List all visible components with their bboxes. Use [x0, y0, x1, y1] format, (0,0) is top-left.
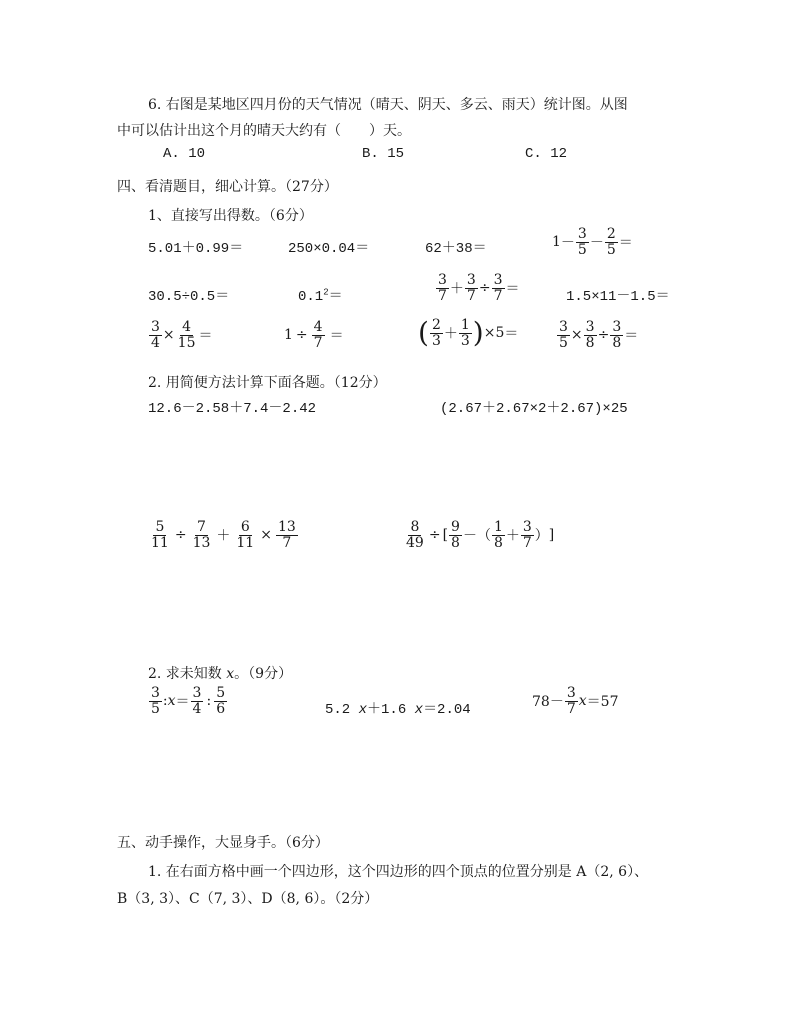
calc-12-eq: ＝: [624, 328, 639, 345]
frac-3-7: [436, 273, 449, 303]
simplify-4-plus: ＋: [505, 528, 520, 545]
num: 1: [460, 317, 470, 333]
frac-1-8: [492, 520, 505, 550]
solve-1-colon: :: [162, 693, 168, 710]
num: 3: [192, 685, 202, 701]
num: 3: [566, 685, 576, 701]
den: 4: [192, 700, 202, 717]
calc-11-times5: ×5: [483, 325, 505, 342]
num: 2: [606, 226, 616, 242]
num: 7: [197, 519, 206, 535]
den: 7: [522, 534, 532, 551]
den: 7: [313, 334, 323, 351]
sub3-tail: 。（9分）: [234, 666, 293, 682]
calc-1: 5.01＋0.99＝: [148, 241, 244, 257]
frac-3-4: [149, 320, 162, 350]
den: 11: [236, 534, 255, 551]
den: 6: [216, 700, 226, 717]
den: 8: [451, 534, 460, 551]
calc-12-div: ÷: [597, 327, 610, 344]
num: 5: [216, 685, 226, 701]
sub3-head: 2. 求未知数: [148, 666, 222, 682]
calc-5: 30.5÷0.5＝: [148, 289, 230, 305]
solve-2-b: ＋1.6: [367, 702, 407, 718]
num: 13: [277, 519, 296, 535]
num: 3: [151, 319, 160, 335]
simplify-4-paren-open: （: [476, 528, 491, 545]
solve-2-x1: x: [358, 702, 368, 718]
calc-6: [298, 285, 343, 305]
den: 5: [577, 241, 587, 258]
frac-4-7: [312, 320, 325, 350]
calc-2: 250×0.04＝: [288, 241, 370, 257]
num: 9: [451, 519, 460, 535]
den: 3: [431, 332, 441, 349]
num: 4: [313, 319, 323, 335]
frac-3-7: [465, 273, 478, 303]
solve-2-a: 5.2: [325, 702, 351, 718]
num: 3: [438, 272, 447, 288]
calc-11-plus: ＋: [443, 326, 458, 343]
simplify-4-bracket-close: ]: [548, 527, 555, 544]
calc-10-eq: ＝: [329, 328, 344, 345]
calc-4-minus1: －: [560, 235, 575, 252]
solve-1: [148, 686, 228, 716]
calc-6-base: 0.1: [298, 289, 324, 305]
calc-4-one: 1: [552, 234, 561, 251]
calc-9: [148, 320, 212, 350]
calc-7-eq: ＝: [505, 281, 520, 298]
calc-4-eq: ＝: [618, 235, 633, 252]
section4-sub1: 1、直接写出得数。（6分）: [148, 208, 313, 224]
den: 8: [585, 334, 595, 351]
sub3-var: x: [226, 666, 235, 682]
den: 5: [151, 700, 160, 717]
num: 5: [155, 519, 165, 535]
frac-8-49: [404, 520, 426, 550]
simplify-4: [403, 520, 554, 550]
q6-line1: 6. 右图是某地区四月份的天气情况（晴天、阴天、多云、雨天）统计图。从图: [148, 97, 628, 113]
q6-option-c: C. 12: [525, 146, 568, 162]
calc-7: [435, 273, 520, 303]
solve-3: [532, 686, 618, 716]
num: 3: [522, 519, 532, 535]
calc-7-plus: ＋: [449, 281, 464, 298]
num: 3: [493, 272, 503, 288]
simplify-4-paren-close: ）: [534, 528, 549, 545]
frac-5-11: [149, 520, 171, 550]
section4-title: 四、看清题目，细心计算。（27分）: [117, 179, 338, 195]
frac-13-7: [276, 520, 298, 550]
solve-1-x: x: [167, 693, 176, 710]
q6-option-b: B. 15: [362, 146, 405, 162]
num: 3: [585, 319, 595, 335]
simplify-3-div: ÷: [174, 527, 187, 544]
frac-3-4: [191, 686, 204, 716]
calc-4-minus2: －: [589, 235, 604, 252]
num: 3: [466, 272, 476, 288]
den: 7: [282, 534, 292, 551]
den: 5: [606, 241, 616, 258]
frac-6-11: [234, 520, 256, 550]
calc-8: 1.5×11－1.5＝: [566, 289, 670, 305]
den: 11: [151, 534, 169, 551]
calc-7-div: ÷: [478, 280, 491, 297]
frac-3-7: [565, 686, 578, 716]
num: 3: [559, 319, 568, 335]
calc-12-times: ×: [570, 327, 583, 344]
calc-10-div: ÷: [295, 327, 308, 344]
frac-3-5: [149, 686, 162, 716]
simplify-3-plus: ＋: [216, 528, 231, 545]
calc-6-exp: 2: [323, 287, 329, 298]
calc-11: [418, 318, 518, 348]
num: 6: [240, 519, 250, 535]
q6-line2: 中可以估计出这个月的晴天大约有（ ）天。: [117, 123, 411, 139]
solve-3-head: 78－: [532, 694, 564, 711]
simplify-4-div: ÷: [428, 527, 441, 544]
solve-1-colon2: :: [206, 693, 212, 710]
den: 7: [493, 287, 503, 304]
simplify-4-bracket-open: [: [442, 527, 449, 544]
section5-q1-line1: 1. 在右面方格中画一个四边形，这个四边形的四个顶点的位置分别是 A（2, 6）、: [148, 864, 649, 880]
num: 3: [612, 319, 622, 335]
simplify-2: (2.67＋2.67×2＋2.67)×25: [440, 401, 628, 417]
den: 7: [466, 287, 476, 304]
frac-9-8: [449, 520, 462, 550]
section4-sub2: 2. 用简便方法计算下面各题。（12分）: [148, 375, 387, 391]
frac-3-8: [584, 320, 597, 350]
simplify-4-minus: －: [462, 528, 477, 545]
calc-6-eq: ＝: [328, 289, 343, 305]
calc-9-times: ×: [162, 327, 175, 344]
frac-3-5: [576, 227, 589, 257]
calc-4: [552, 227, 633, 257]
calc-11-eq: ＝: [504, 326, 519, 343]
calc-10: [284, 320, 344, 350]
frac-7-13: [191, 520, 213, 550]
section5-title: 五、动手操作，大显身手。（6分）: [117, 835, 329, 851]
solve-2-c: ＝2.04: [423, 702, 471, 718]
frac-3-8: [610, 320, 623, 350]
paren-right: ): [472, 316, 484, 350]
num: 2: [431, 317, 441, 333]
paren-left: (: [418, 316, 429, 350]
solve-3-tail: ＝57: [586, 694, 619, 711]
simplify-1: 12.6－2.58＋7.4－2.42: [148, 401, 317, 417]
frac-4-15: [176, 320, 198, 350]
calc-10-one: 1: [284, 327, 293, 344]
calc-12: [556, 320, 638, 350]
num: 8: [410, 519, 420, 535]
den: 7: [566, 700, 576, 717]
solve-3-x: x: [578, 693, 587, 710]
simplify-3: [148, 520, 299, 550]
section5-q1-line2: B（3, 3）、C（7, 3）、D（8, 6）。（2分）: [117, 891, 379, 907]
simplify-3-times: ×: [260, 527, 272, 544]
frac-3-7: [492, 273, 505, 303]
calc-3: 62＋38＝: [425, 241, 487, 257]
frac-1-3: [459, 318, 472, 348]
frac-3-5: [557, 320, 570, 350]
frac-2-3: [430, 318, 443, 348]
den: 5: [559, 334, 568, 351]
frac-3-7: [521, 520, 534, 550]
num: 3: [151, 685, 160, 701]
solve-1-eq: ＝: [175, 694, 190, 711]
den: 13: [192, 534, 211, 551]
den: 8: [493, 534, 503, 551]
solve-2: [325, 698, 471, 718]
num: 1: [493, 519, 503, 535]
den: 7: [438, 287, 447, 304]
den: 3: [460, 332, 470, 349]
frac-5-6: [214, 686, 227, 716]
num: 4: [182, 319, 192, 335]
den: 15: [177, 334, 196, 351]
den: 4: [151, 334, 160, 351]
section4-sub3: [148, 663, 292, 683]
solve-2-x2: x: [414, 702, 424, 718]
frac-2-5: [605, 227, 618, 257]
calc-9-eq: ＝: [198, 328, 213, 345]
den: 49: [406, 534, 424, 551]
num: 3: [577, 226, 587, 242]
den: 8: [612, 334, 622, 351]
q6-option-a: A. 10: [163, 146, 206, 162]
